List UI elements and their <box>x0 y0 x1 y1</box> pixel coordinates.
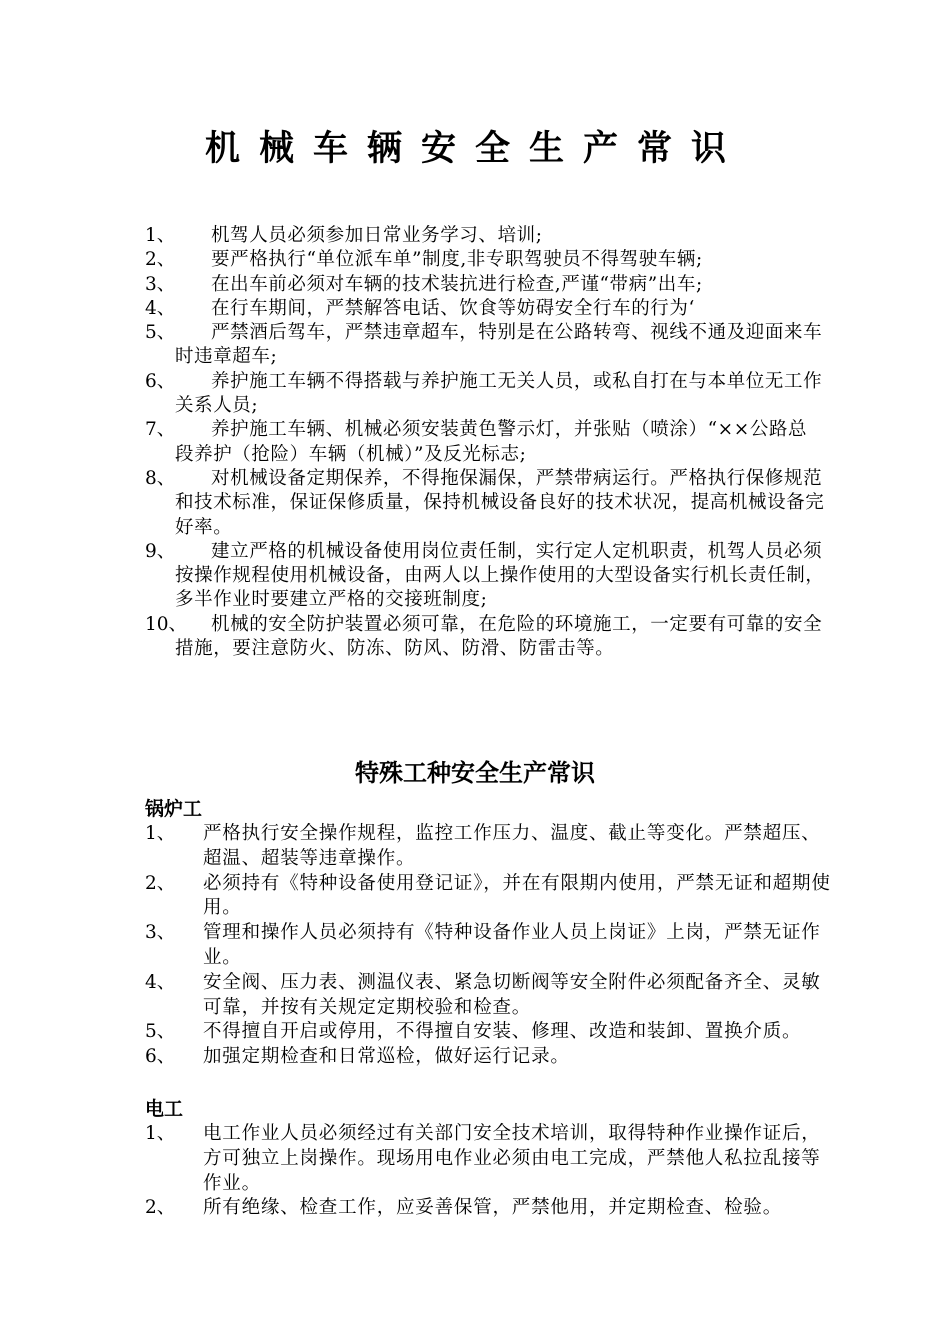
item-text: 严格执行安全操作规程，监控工作压力、温度、截止等变化。严禁超压、超温、超装等违章操作。 <box>203 823 821 869</box>
item-text: 要严格执行“单位派车单”制度,非专职驾驶员不得驾驶车辆; <box>211 249 703 271</box>
list-item <box>145 297 825 321</box>
item-text: 在行车期间，严禁解答电话、饮食等妨碍安全行车的行为‘ <box>211 297 695 319</box>
list-item <box>145 540 825 613</box>
list-item <box>145 1122 835 1196</box>
vehicle-safety-list <box>145 224 825 661</box>
list-item <box>145 822 835 872</box>
item-number: 1、 <box>145 823 176 844</box>
item-text: 养护施工车辆、机械必须安装黄色警示灯，并张贴（喷涂）“××公路总段养护（抢险）车辆（机械）”及反光标志; <box>175 419 808 465</box>
item-number: 7、 <box>145 419 176 441</box>
item-number: 6、 <box>145 1046 176 1068</box>
item-text: 对机械设备定期保养，不得拖保漏保，严禁带病运行。严格执行保修规范和技术标准，保证保修质量，保持机械设备良好的技术状况，提高机械设备完好率。 <box>175 467 825 538</box>
item-number: 10、 <box>145 613 188 635</box>
item-text: 必须持有《特种设备使用登记证》，并在有限期内使用，严禁无证和超期使用。 <box>203 872 831 919</box>
item-text: 加强定期检查和日常巡检，做好运行记录。 <box>203 1046 570 1068</box>
section-title: 特殊工种安全生产常识 <box>355 759 595 787</box>
boiler-section <box>145 796 835 1070</box>
item-text: 机驾人员必须参加日常业务学习、培训; <box>211 225 543 246</box>
item-number: 8、 <box>145 467 176 489</box>
boiler-heading: 锅炉工 <box>145 798 203 820</box>
item-text: 在出车前必须对车辆的技术装抗进行检查,严谨“带病”出车; <box>211 273 703 295</box>
list-item <box>145 248 825 272</box>
item-number: 2、 <box>145 1197 176 1219</box>
item-number: 9、 <box>145 540 176 562</box>
item-number: 6、 <box>145 370 176 392</box>
item-text: 安全阀、压力表、测温仪表、紧急切断阀等安全附件必须配备齐全、灵敏可靠，并按有关规定定期校验和检查。 <box>203 971 821 1018</box>
list-item <box>145 872 835 922</box>
list-item <box>145 224 825 248</box>
list-item <box>145 613 825 662</box>
item-number: 5、 <box>145 322 176 344</box>
list-item <box>145 321 825 370</box>
item-text: 不得擅自开启或停用，不得擅自安装、修理、改造和装卸、置换介质。 <box>203 1021 802 1043</box>
list-item <box>145 921 835 971</box>
item-number: 2、 <box>145 872 176 894</box>
item-number: 4、 <box>145 297 176 319</box>
item-number: 5、 <box>145 1021 176 1043</box>
item-number: 3、 <box>145 922 176 944</box>
item-text: 严禁酒后驾车，严禁违章超车，特别是在公路转弯、视线不通及迎面来车时违章超车; <box>175 322 823 368</box>
document-title: 机械车辆安全生产常识 <box>204 129 745 169</box>
item-text: 所有绝缘、检查工作，应妥善保管，严禁他用，并定期检查、检验。 <box>203 1197 783 1219</box>
list-item <box>145 1196 835 1221</box>
item-text: 养护施工车辆不得搭载与养护施工无关人员，或私自打在与本单位无工作关系人员; <box>175 370 823 417</box>
list-item <box>145 1045 835 1070</box>
item-number: 3、 <box>145 273 176 295</box>
list-item <box>145 1020 835 1045</box>
item-text: 建立严格的机械设备使用岗位责任制，实行定人定机职责，机驾人员必须按操作规程使用机械设备，由两人以上操作使用的大型设备实行机长责任制，多半作业时要建立严格的交接班制度; <box>175 540 825 611</box>
item-text: 机械的安全防护装置必须可靠，在危险的环境施工，一定要有可靠的安全措施，要注意防火、防冻、防风、防滑、防雷击等。 <box>175 613 823 660</box>
electrician-section <box>145 1096 835 1221</box>
list-item <box>145 273 825 297</box>
list-item <box>145 370 825 419</box>
list-item <box>145 467 825 540</box>
item-number: 4、 <box>145 971 176 993</box>
item-text: 电工作业人员必须经过有关部门安全技术培训，取得特种作业操作证后，方可独立上岗操作。现场用电作业必须由电工完成，严禁他人私拉乱接等作业。 <box>203 1123 821 1194</box>
item-number: 1、 <box>145 225 176 246</box>
electrician-heading: 电工 <box>145 1098 184 1120</box>
list-item <box>145 418 825 467</box>
item-number: 1、 <box>145 1123 176 1144</box>
list-item <box>145 971 835 1021</box>
item-number: 2、 <box>145 249 176 271</box>
item-text: 管理和操作人员必须持有《特种设备作业人员上岗证》上岗，严禁无证作业。 <box>203 922 821 968</box>
